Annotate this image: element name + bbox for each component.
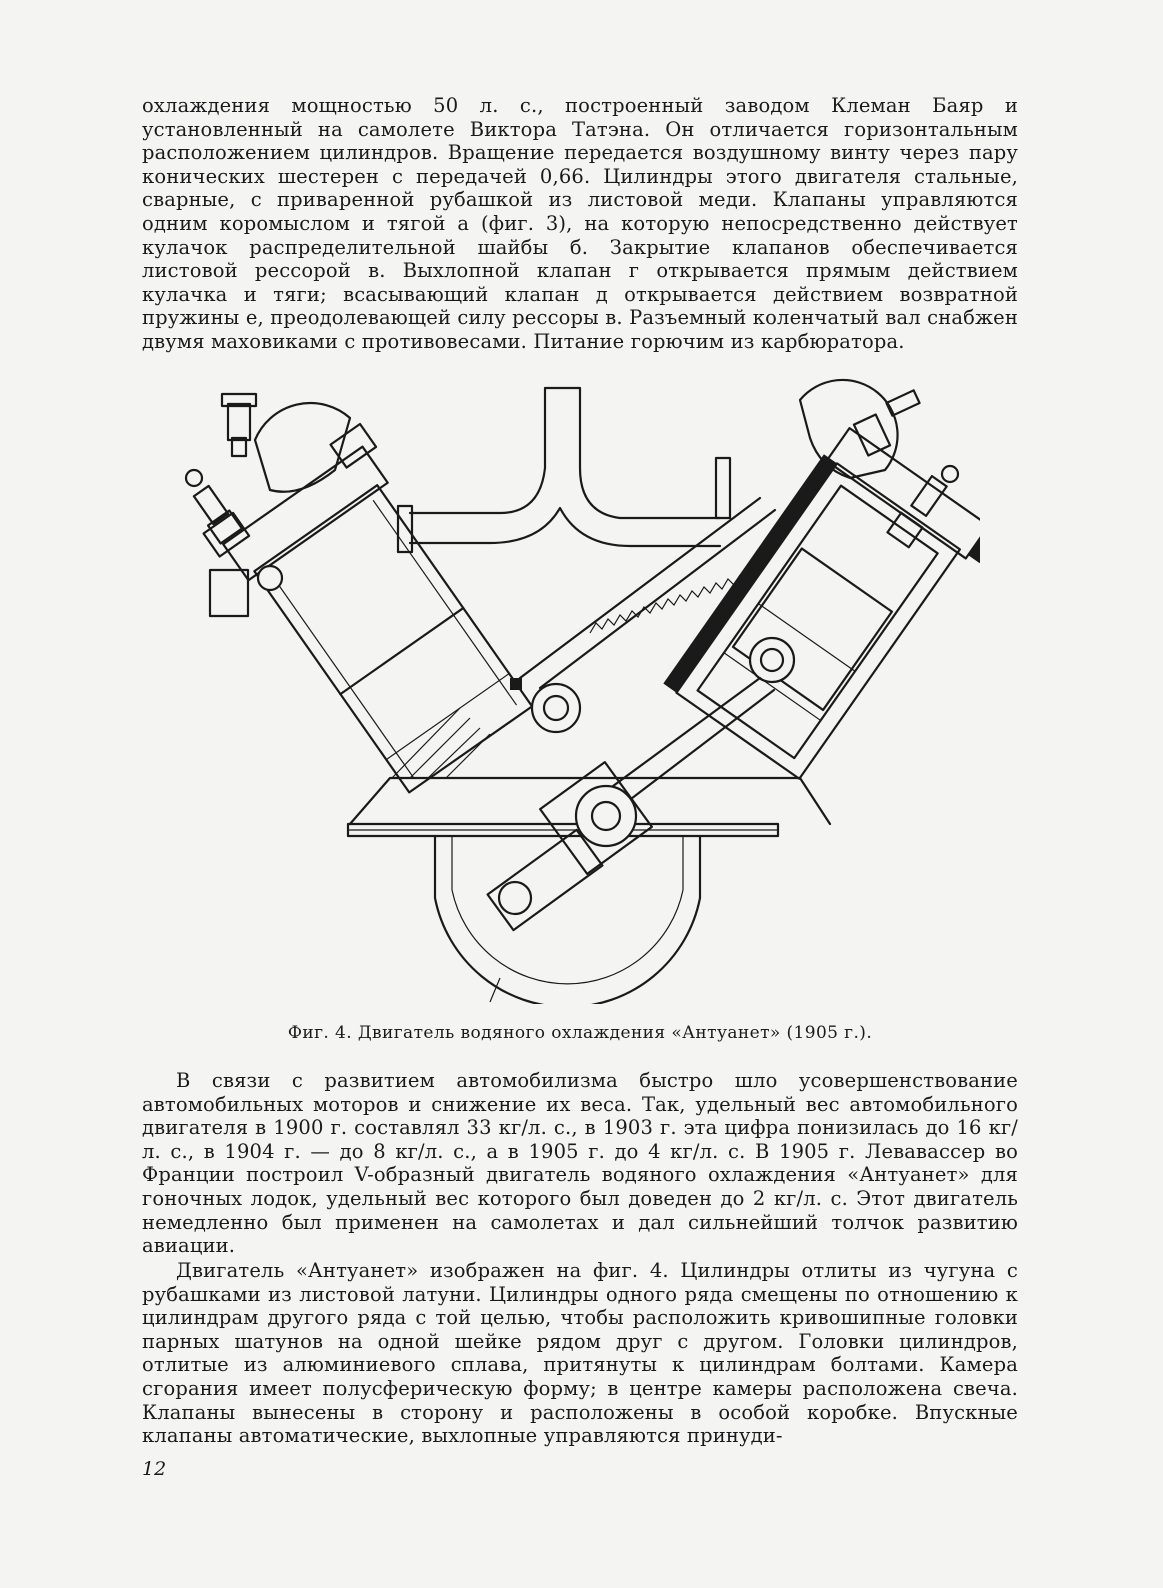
left-boss bbox=[210, 570, 248, 616]
crankcase-sump bbox=[435, 836, 700, 1004]
right-cylinder bbox=[520, 380, 980, 793]
paragraph-bottom bbox=[142, 1259, 1018, 1448]
left-valve-icon bbox=[222, 394, 256, 456]
paragraph-bottom-text: Двигатель «Антуанет» изображен на фиг. 4. Цилиндры отлиты из чугуна с рубашками из листовой латуни. Цилиндры одного ряда смещены по отношению к цилиндрам другого ряда с той целью, чтобы расположить кривошипные головки парных шатунов на одной шейке рядом друг с другом. Головки цилиндров, отлитые из алюминиевого сплава, притянуты к цилиндрам болтами. Камера сгорания имеет полусферическую форму; в центре камеры расположена свеча. Клапаны вынесены в сторону и расположены в особой коробке. Впускные клапаны автоматические, выхлопные управляются принуди- bbox=[142, 1259, 1018, 1448]
figure-caption: Фиг. 4. Двигатель водяного охлаждения «Антуанет» (1905 г.). bbox=[287, 1023, 873, 1043]
left-spark-plug-icon bbox=[186, 470, 242, 543]
right-cylinder-head bbox=[827, 428, 980, 558]
intake-manifold bbox=[398, 388, 730, 552]
connecting-rod bbox=[488, 678, 774, 930]
paragraph-mid-text: В связи с развитием автомобилизма быстро шло усовершенствование автомобильных моторов и снижение их веса. Так, удельный вес автомобильного двигателя в 1900 г. составлял 33 кг/л. с., в 1903 г. эта цифра понизилась до 16 кг/л. с., в 1904 г. — до 8 кг/л. с., а в 1905 г. до 4 кг/л. с. В 1905 г. Левавассер во Франции построил V-образный двигатель водяного охлаждения «Антуанет» для гоночных лодок, удельный вес которого был доведен до 2 кг/л. с. Этот двигатель немедленно был применен на самолетах и дал сильнейший толчок развитию авиации. bbox=[142, 1069, 1018, 1258]
left-cylinder bbox=[186, 394, 549, 804]
page-number: 12 bbox=[142, 1458, 167, 1480]
right-valve-icon bbox=[854, 390, 920, 455]
left-cylinder-jacket bbox=[254, 485, 532, 792]
crank-web bbox=[488, 830, 603, 930]
paragraph-top-text: охлаждения мощностью 50 л. с., построенный заводом Клеман Баяр и установленный на самолете Виктора Татэна. Он отличается горизонтальным расположением цилиндров. Вращение передается воздушному винту через пару конических шестерен с передачей 0,66. Цилиндры этого двигателя стальные, сварные, с приваренной рубашкой из листовой меди. Клапаны управляются одним коромыслом и тягой а (фиг. 3), на которую непосредственно действует кулачок распределительной шайбы б. Закрытие клапанов обеспечивается листовой рессорой в. Выхлопной клапан г открывается прямым действием кулачка и тяги; всасывающий клапан д открывается действием возвратной пружины е, преодолевающей силу рессоры в. Разъемный коленчатый вал снабжен двумя маховиками с противовесами. Питание горючим из карбюратора. bbox=[142, 94, 1018, 353]
engine-figure bbox=[160, 378, 980, 1004]
left-cylinder-head bbox=[223, 447, 387, 581]
left-water-dome bbox=[255, 403, 350, 492]
crankshaft-journal bbox=[499, 882, 531, 914]
paragraph-mid bbox=[142, 1069, 1018, 1258]
paragraph-top bbox=[142, 94, 1018, 354]
